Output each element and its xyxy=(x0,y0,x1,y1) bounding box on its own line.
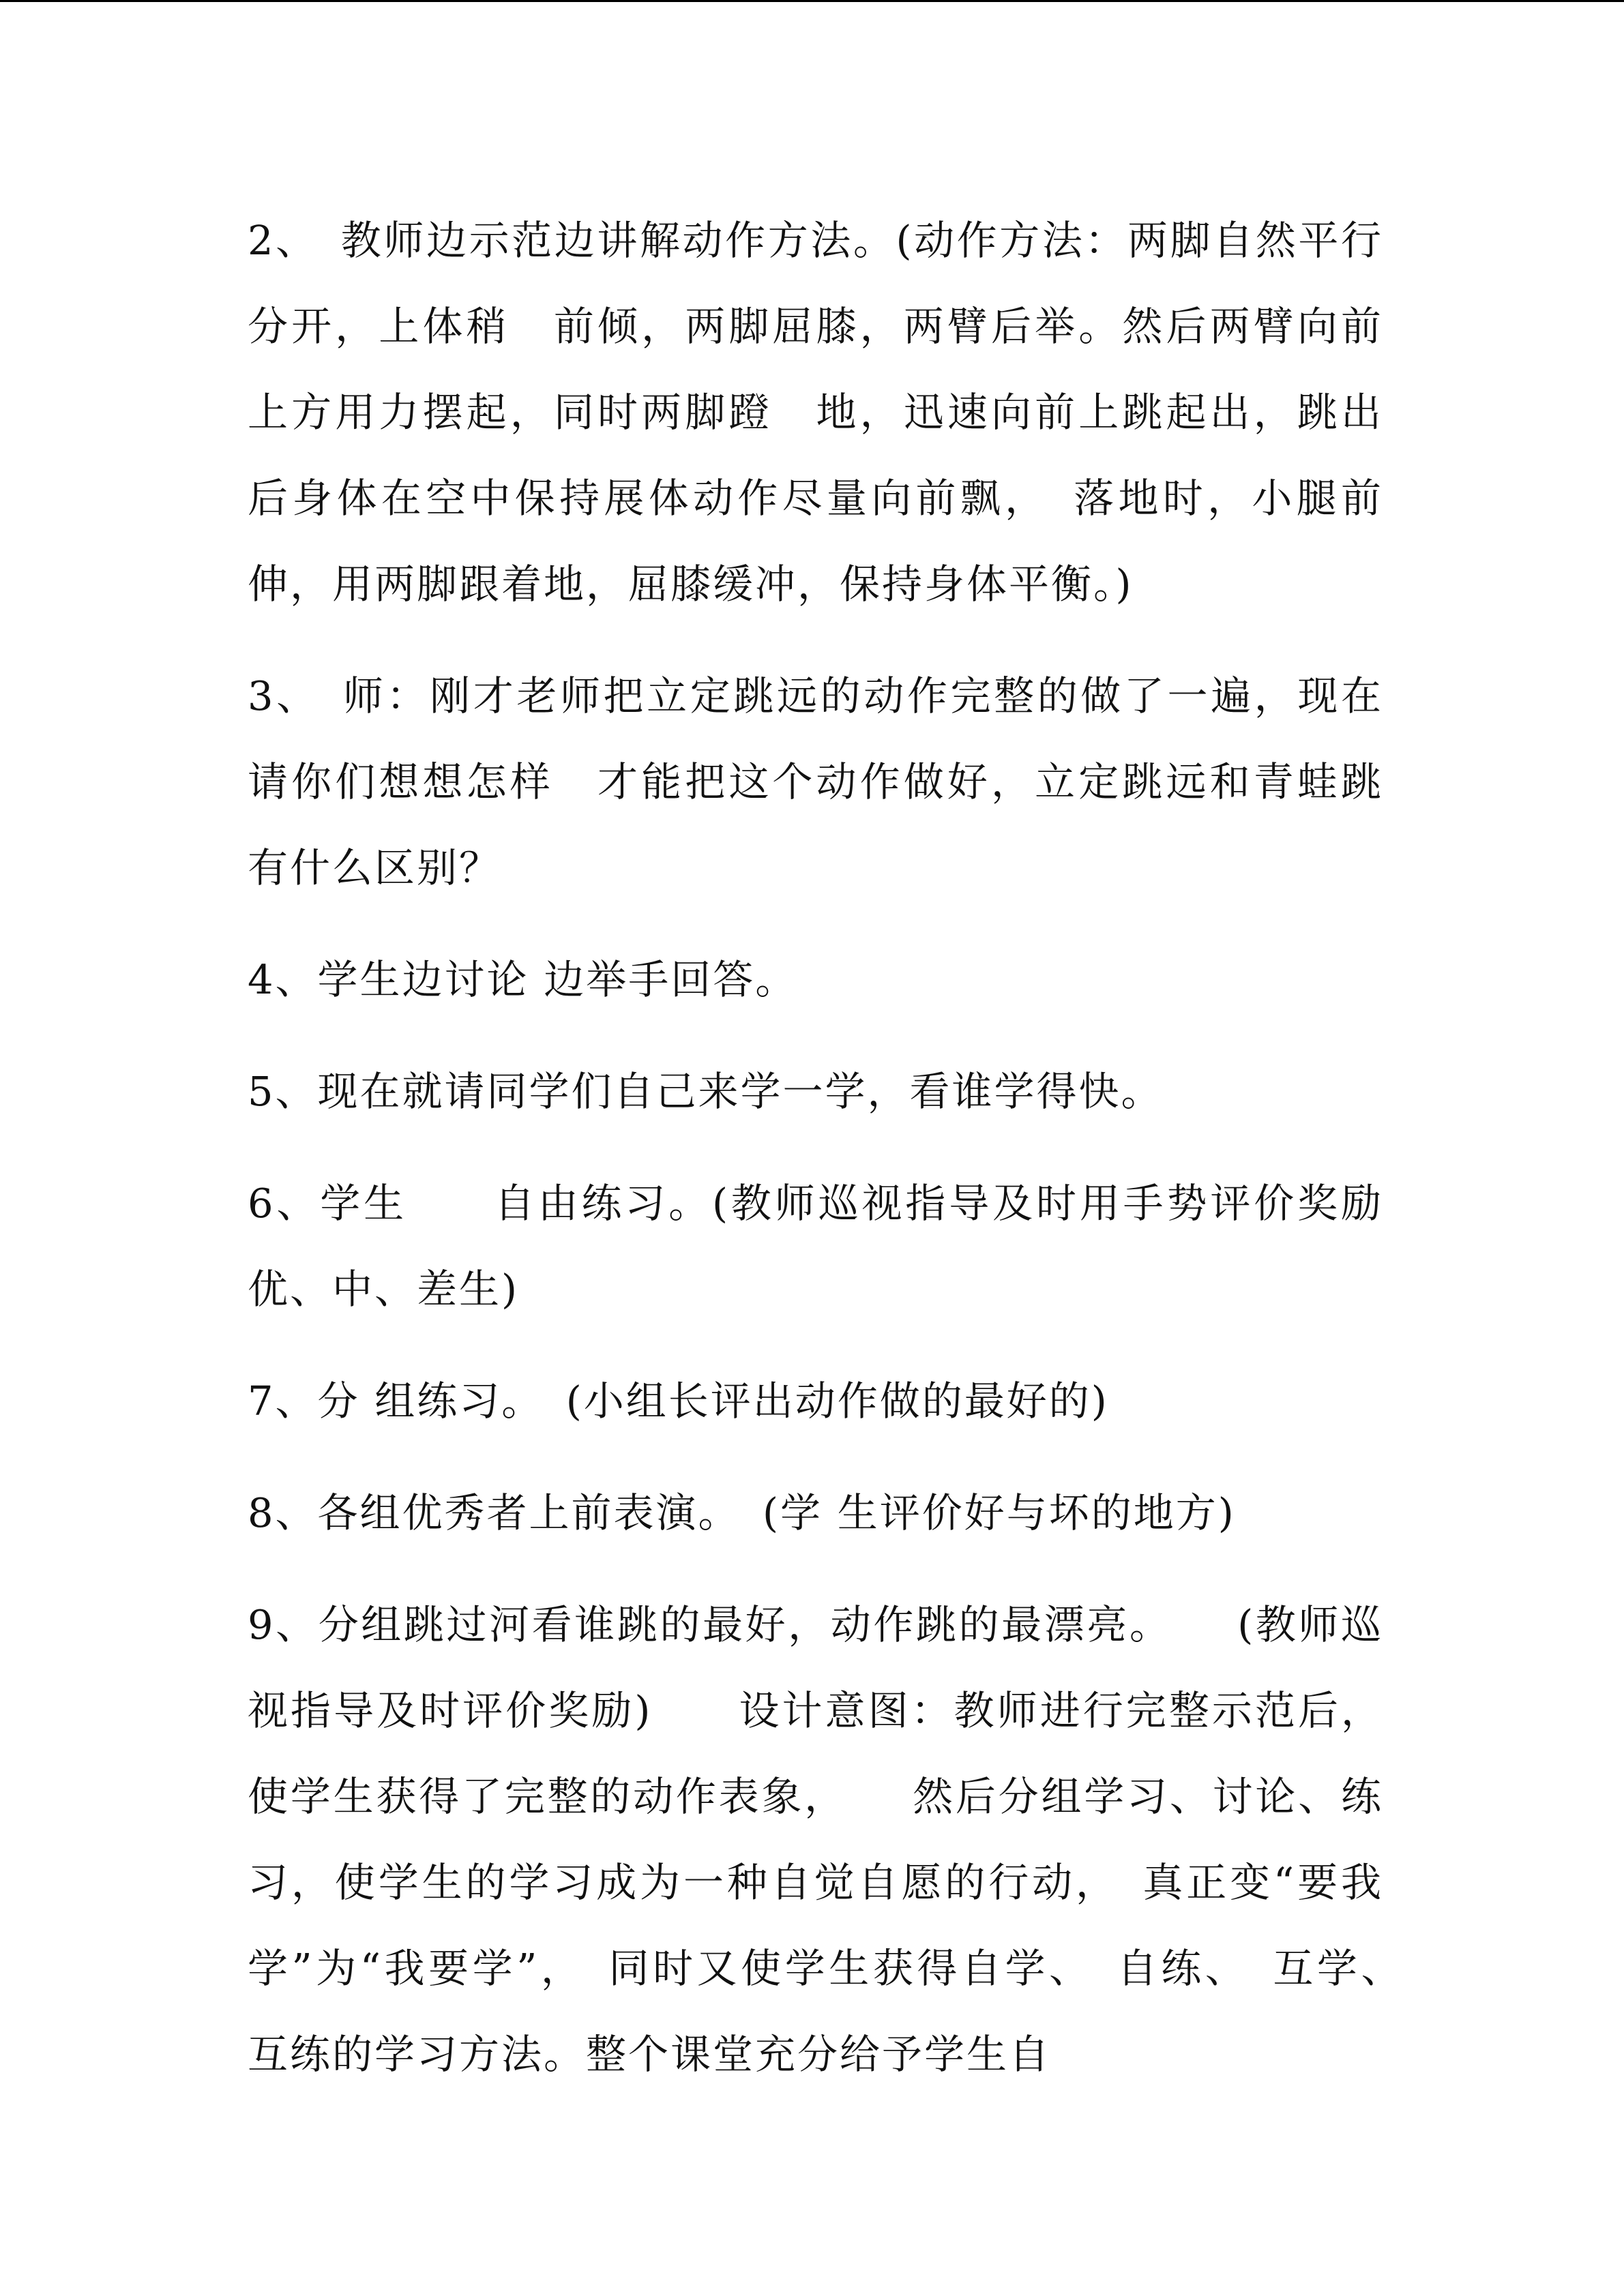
paragraph-step-8: 8、各组优秀者上前表演。 (学 生评价好与坏的地方) xyxy=(248,1489,1236,1536)
paragraph-step-7: 7、分 组练习。 (小组长评出动作做的最好的) xyxy=(248,1377,1109,1425)
document-body xyxy=(248,198,1426,2123)
paragraph-step-4: 4、学生边讨论 边举手回答。 xyxy=(248,956,798,1003)
paragraph-step-6: 6、学生 自由练习。(教师巡视指导及时用手势评价奖励优、中、差生) xyxy=(248,1180,1383,1313)
paragraph-step-5: 5、现在就请同学们自己来学一学，看谁学得快。 xyxy=(248,1068,1164,1115)
paragraph-step-3: 3、 师：刚才老师把立定跳远的动作完整的做了一遍，现在请你们想想怎样 才能把这个动作做好，立定跳远和青蛙跳有什么区别？ xyxy=(248,672,1383,891)
page-top-border xyxy=(0,0,1624,2)
paragraph-step-2: 2、 教师边示范边讲解动作方法。(动作方法：两脚自然平行分开，上体稍 前倾，两脚屈膝，两臂后举。然后两臂向前上方用力摆起，同时两脚蹬 地，迅速向前上跳起出，跳出后身体在空中保持展体动作尽量向前飘， 落地时，小腿前伸，用两脚跟着地，屈膝缓冲，保持身体平衡。) xyxy=(248,217,1383,608)
paragraph-step-9: 9、分组跳过河看谁跳的最好，动作跳的最漂亮。 (教师巡视指导及时评价奖励) 设计意图：教师进行完整示范后，使学生获得了完整的动作表象， 然后分组学习、讨论、练习，使学生的学习成为一种自觉自愿的行动， 真正变“要我学”为“我要学”， 同时又使学生获得自学、 自练、 互学、 互练的学习方法。整个课堂充分给予学生自 xyxy=(248,1601,1426,2078)
